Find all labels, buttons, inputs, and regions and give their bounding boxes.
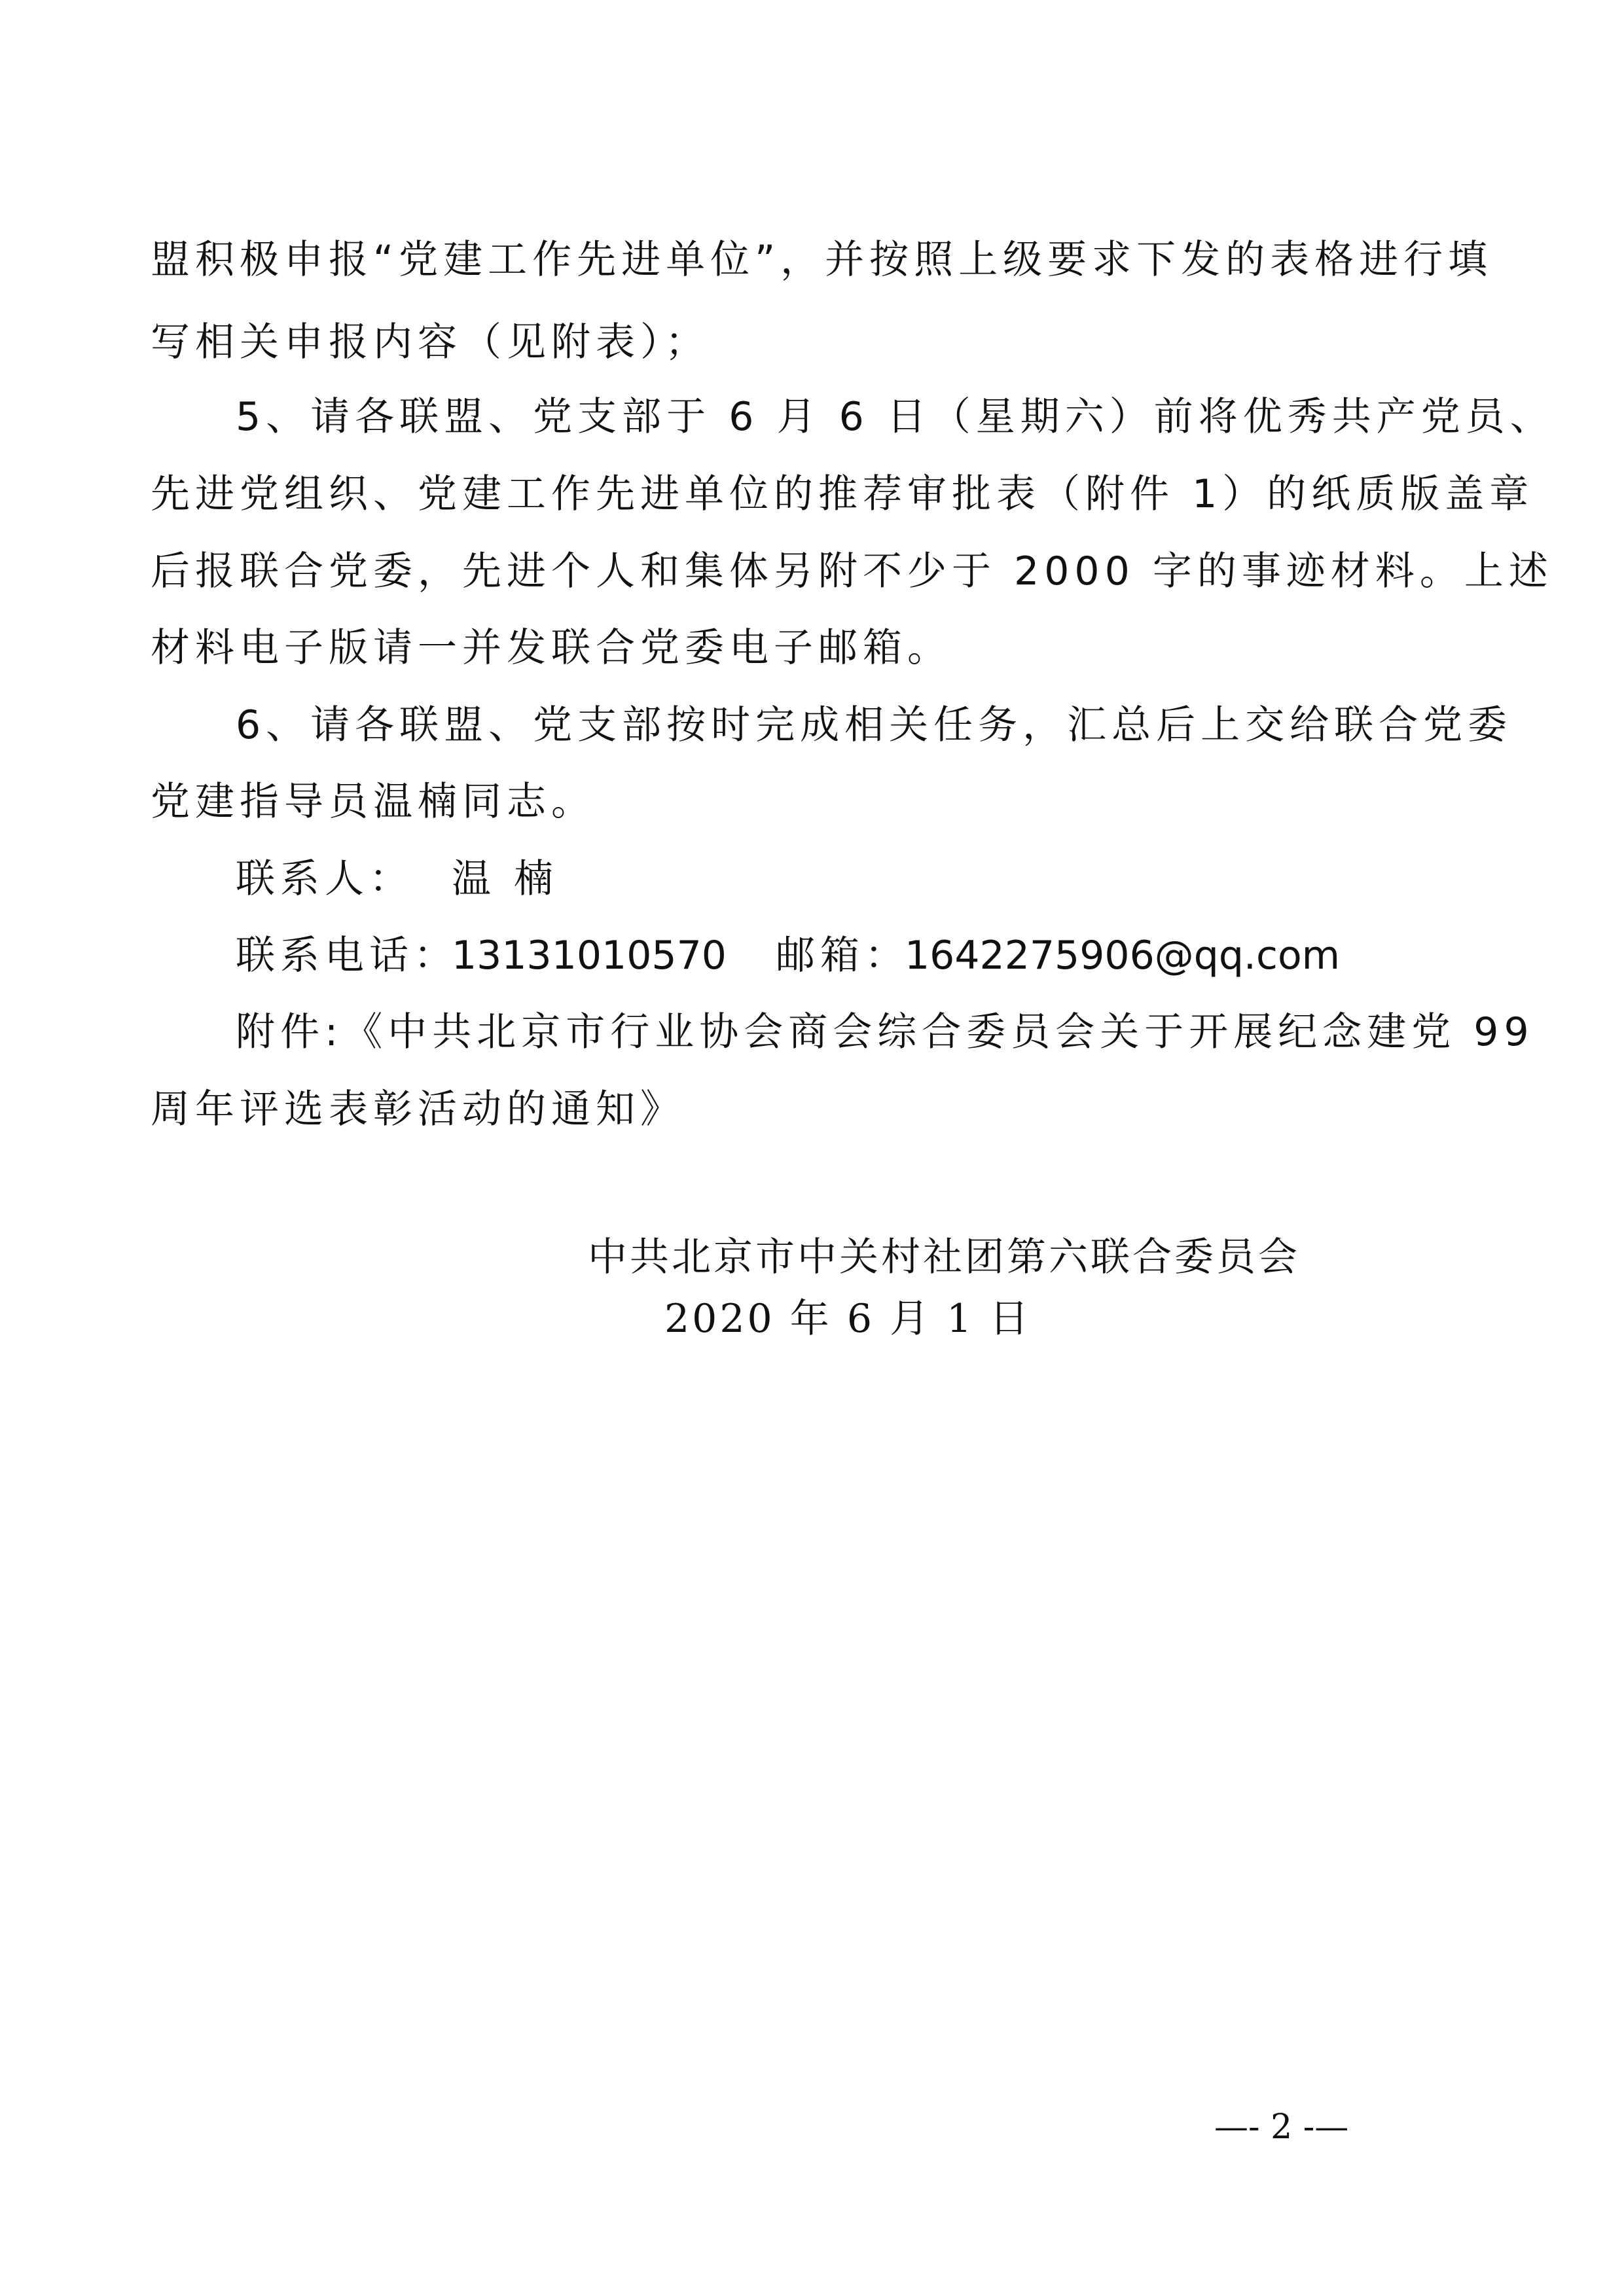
paragraph-6-line-2: 党建指导员温楠同志。 xyxy=(151,779,596,825)
contact-email-label: 邮箱： xyxy=(776,933,909,978)
paragraph-4-line-1: 盟积极申报“党建工作先进单位”，并按照上级要求下发的表格进行填 xyxy=(151,237,1493,283)
paragraph-5-line-4: 材料电子版请一并发联合党委电子邮箱。 xyxy=(151,625,952,671)
contact-phone: 13131010570 xyxy=(452,933,727,978)
contact-person-label: 联系人： xyxy=(236,856,414,902)
paragraph-4-line-2: 写相关申报内容（见附表）； xyxy=(151,319,710,365)
page-number: —- 2 -— xyxy=(1214,2108,1349,2147)
signature-date: 2020 年 6 月 1 日 xyxy=(664,1296,1032,1342)
signature-organization: 中共北京市中关村社团第六联合委员会 xyxy=(588,1234,1300,1280)
attachment-line-2: 周年评选表彰活动的通知》 xyxy=(151,1086,685,1132)
contact-email: 1642275906@qq.com xyxy=(905,933,1341,978)
paragraph-5-line-2: 先进党组织、党建工作先进单位的推荐审批表（附件 1）的纸质版盖章 xyxy=(151,471,1534,517)
paragraph-6-line-1: 6、请各联盟、党支部按时完成相关任务，汇总后上交给联合党委 xyxy=(236,702,1513,748)
contact-person-name: 温 楠 xyxy=(452,856,559,902)
paragraph-5-line-3: 后报联合党委，先进个人和集体另附不少于 2000 字的事迹材料。上述 xyxy=(151,548,1553,594)
attachment-line-1: 附件:《中共北京市行业协会商会综合委员会关于开展纪念建党 99 xyxy=(236,1009,1534,1055)
contact-phone-label: 联系电话： xyxy=(236,933,458,978)
paragraph-5-line-1: 5、请各联盟、党支部于 6 月 6 日（星期六）前将优秀共产党员、 xyxy=(236,394,1555,440)
